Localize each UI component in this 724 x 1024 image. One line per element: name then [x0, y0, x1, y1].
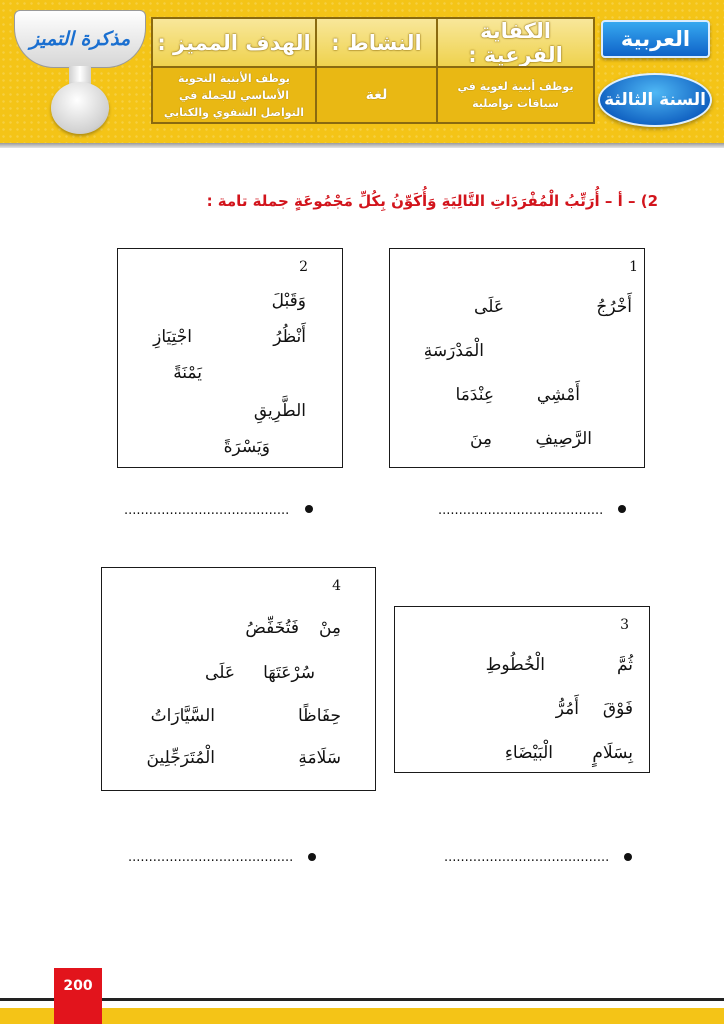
- word: مِنَ: [469, 429, 492, 449]
- word: الْمُتَرَجِّلِينَ: [146, 748, 215, 768]
- year-badge: السنة الثالثة: [598, 73, 712, 127]
- logo-ball: [51, 82, 109, 134]
- word: أَنْظُرُ: [273, 327, 306, 347]
- word: الْمَدْرَسَةِ: [423, 341, 484, 361]
- bullet: [305, 505, 313, 513]
- word: وَيَسْرَةً: [223, 437, 270, 457]
- word: السَّيَّارَاتُ: [150, 706, 215, 726]
- word: مِنْ: [318, 618, 341, 638]
- header-shadow: [0, 143, 724, 148]
- goal-text: يوظف الأبنية النحوية الأساسي للجملة في التواصل الشفوي والكتابي: [153, 68, 315, 122]
- bullet: [618, 505, 626, 513]
- word-box-4: [101, 567, 376, 791]
- answer-line[interactable]: ........................................: [124, 503, 290, 518]
- subject-badge: العربية: [601, 20, 710, 58]
- answer-line[interactable]: ........................................: [438, 503, 604, 518]
- word: وَقَبْلَ: [271, 291, 306, 311]
- word: عِنْدَمَا: [455, 385, 494, 405]
- word: أَمُرُّ: [555, 699, 579, 719]
- answer-line[interactable]: ........................................: [128, 850, 294, 865]
- word: اجْتِيَازِ: [153, 327, 192, 347]
- box-number: 2: [299, 259, 308, 275]
- activity-text: لغة: [317, 68, 436, 122]
- bullet: [624, 853, 632, 861]
- word: عَلَى: [205, 663, 235, 683]
- divider: [153, 66, 593, 68]
- word-box-3: [394, 606, 650, 773]
- word: الرَّصِيفِ: [535, 429, 592, 449]
- competency-title: الكفاية الفرعية :: [438, 19, 593, 66]
- word: سَلَامَةِ: [298, 748, 341, 768]
- info-table: [151, 17, 595, 124]
- bullet: [308, 853, 316, 861]
- word-box-1: [389, 248, 645, 468]
- word: الْبَيْضَاءِ: [504, 743, 553, 763]
- exercise-instruction: 2) – أ – أُرَتِّبُ الْمُفْرَدَاتِ التَّالِيَةِ وَأُكَوِّنُ بِكُلِّ مَجْمُوعَةٍ جملة تامة :: [206, 192, 658, 210]
- box-number: 1: [629, 259, 638, 275]
- box-number: 3: [620, 617, 629, 633]
- word: أَخْرُجُ: [596, 297, 632, 317]
- word: سُرْعَتَهَا: [263, 663, 315, 683]
- word: عَلَى: [474, 297, 504, 317]
- footer-line: [0, 998, 724, 1001]
- word: يَمْنَةً: [173, 363, 202, 383]
- logo-text: مذكرة التميز: [14, 10, 146, 68]
- word: الطَّرِيقِ: [253, 401, 306, 421]
- activity-title: النشاط :: [317, 19, 436, 66]
- divider: [436, 19, 438, 122]
- word-box-2: [117, 248, 343, 468]
- word: أَمْشِي: [536, 385, 580, 405]
- competency-text: يوظف أبنية لغوية في سياقات تواصلية: [438, 68, 593, 122]
- word: بِسَلَامٍ: [592, 743, 633, 763]
- page-number: 200: [54, 968, 102, 1024]
- logo: [14, 10, 146, 135]
- word: حِفَاظًا: [298, 706, 341, 726]
- word: فَوْقَ: [602, 699, 633, 719]
- footer-band: [0, 1008, 724, 1024]
- goal-title: الهدف المميز :: [153, 19, 315, 66]
- box-number: 4: [332, 578, 341, 594]
- word: الْخُطُوطِ: [485, 655, 545, 675]
- word: ثُمَّ: [616, 655, 633, 675]
- answer-line[interactable]: ........................................: [444, 850, 610, 865]
- divider: [315, 19, 317, 122]
- word: فَتُخَفِّضُ: [245, 618, 299, 638]
